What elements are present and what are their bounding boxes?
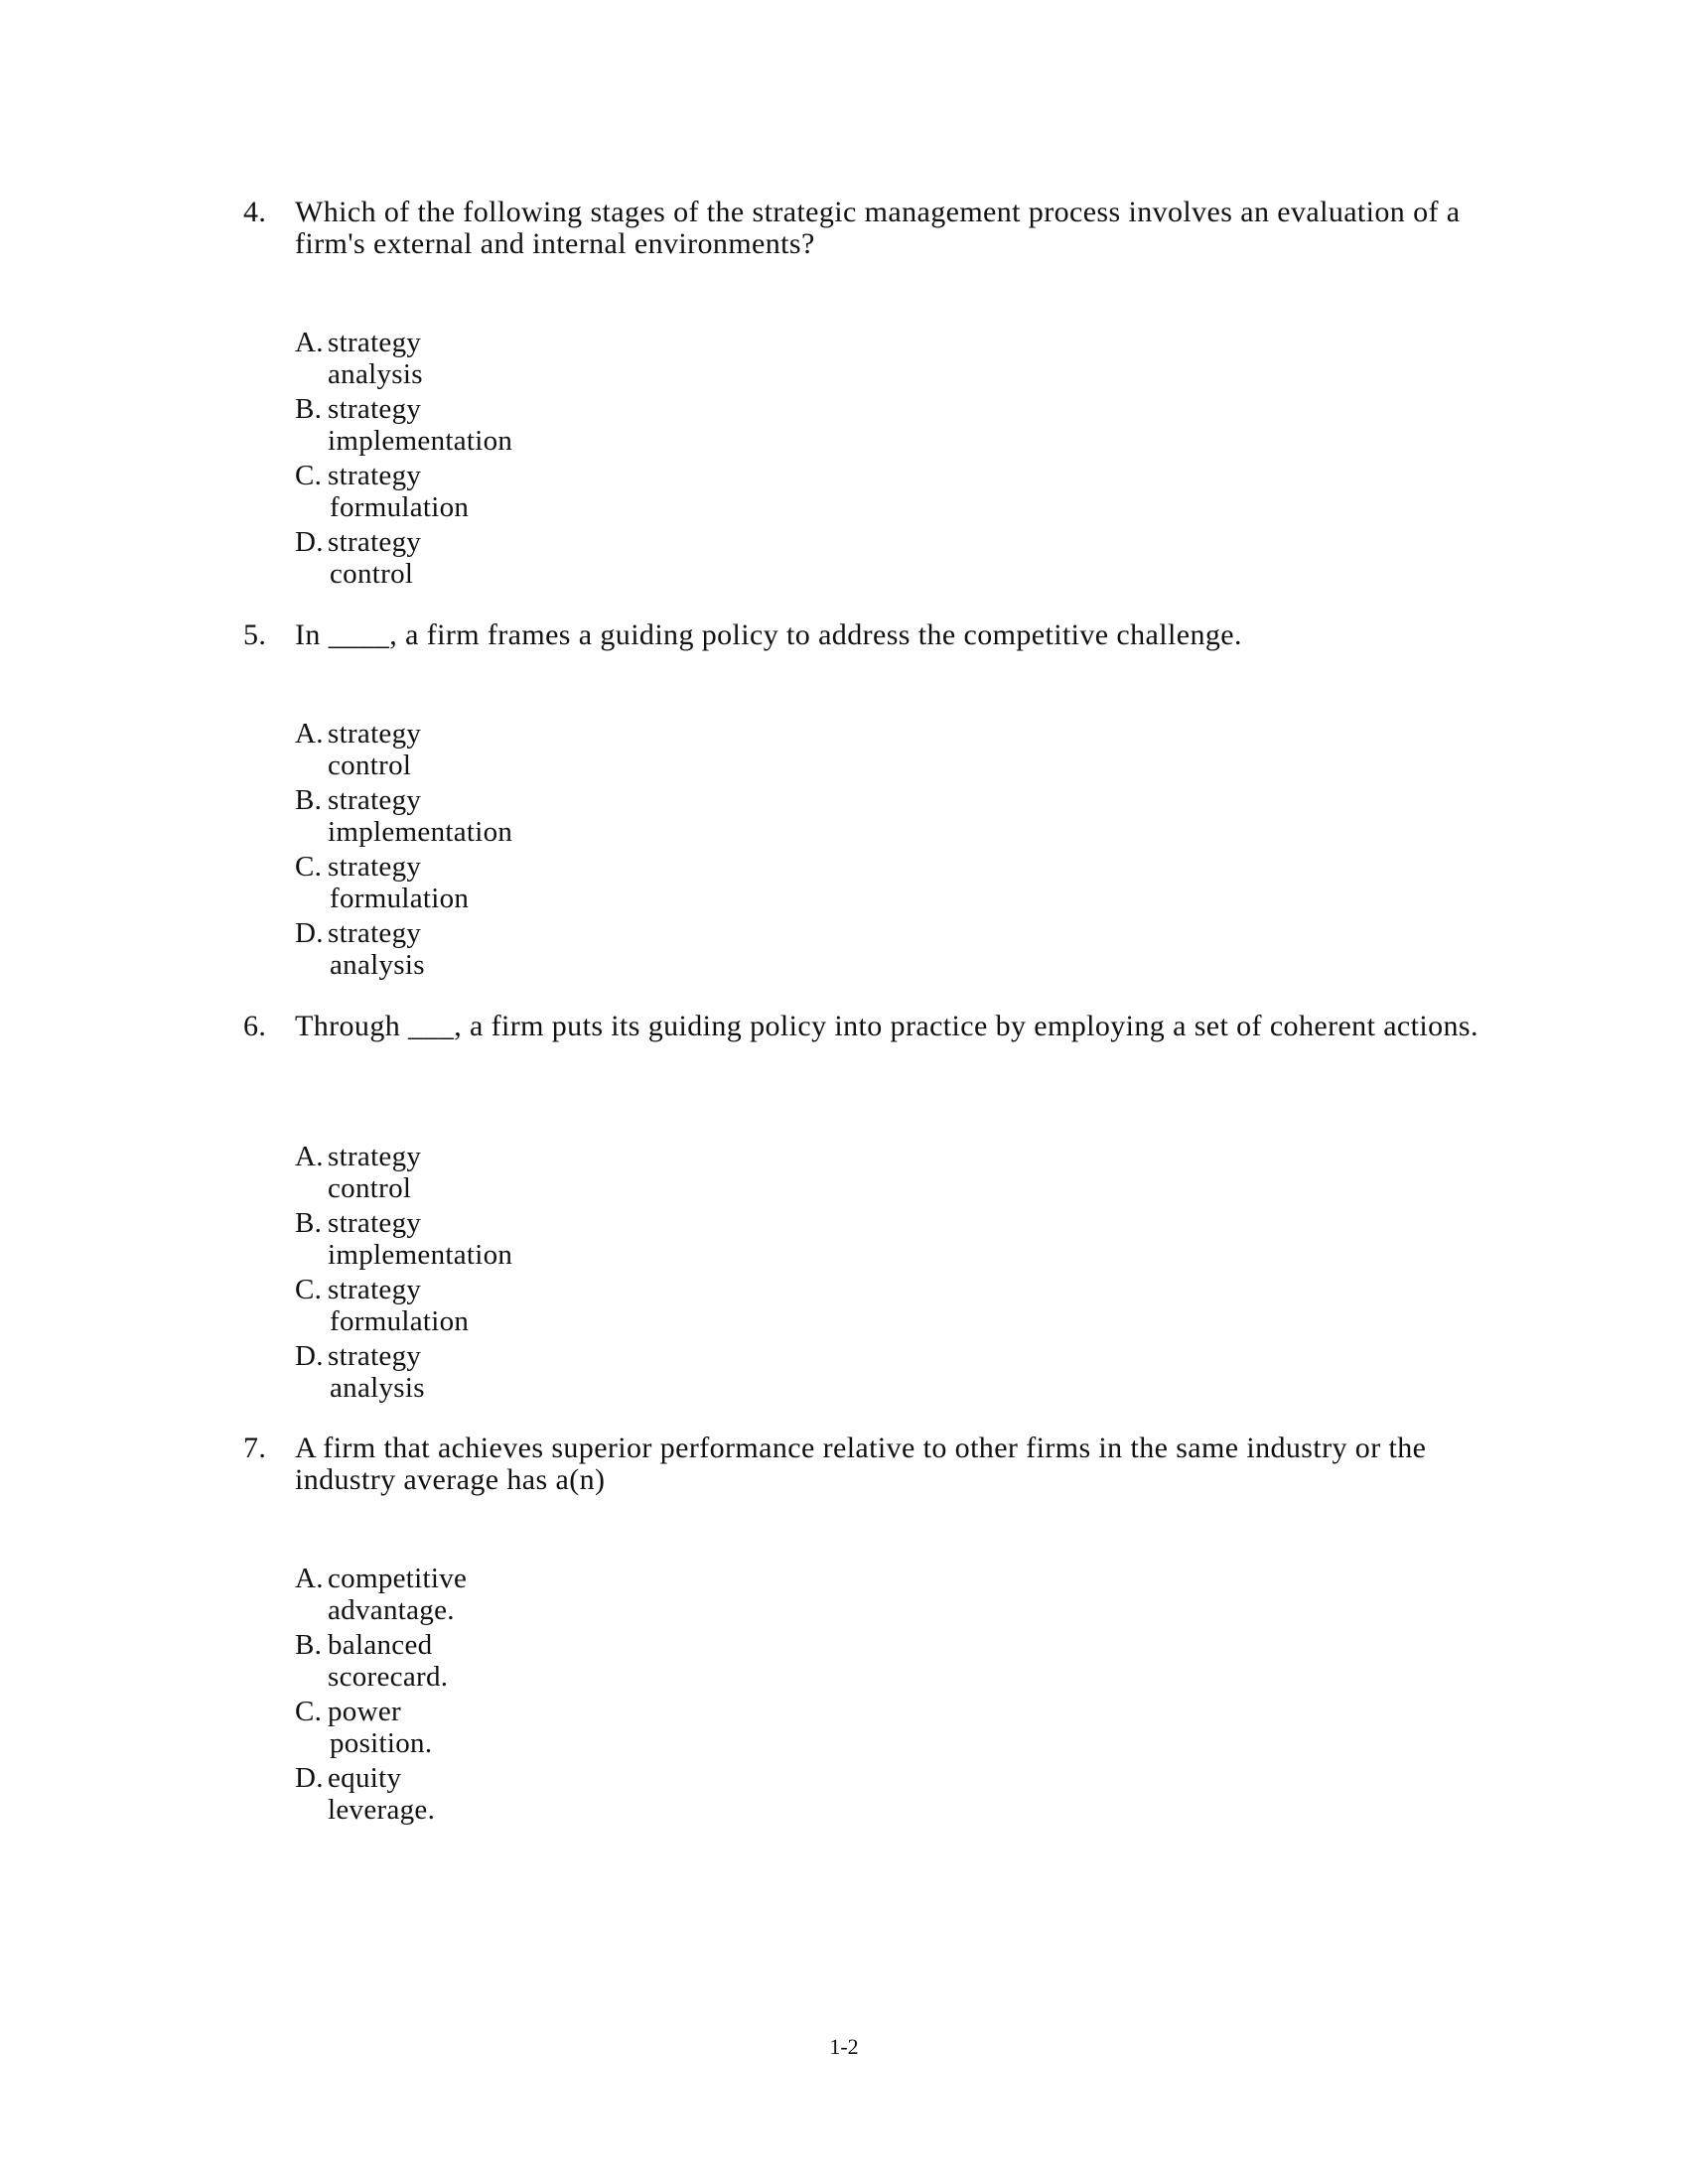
question-text: In ____, a firm frames a guiding policy to address the competitive challenge. — [295, 618, 1242, 651]
option-d[interactable] — [295, 1340, 891, 1407]
option-letter: D. — [295, 1340, 324, 1372]
option-a[interactable] — [295, 718, 891, 784]
option-text-continued: implementation — [328, 1239, 513, 1271]
answer-options — [295, 718, 891, 984]
option-c[interactable] — [295, 1274, 891, 1340]
option-text-continued: implementation — [328, 425, 513, 457]
option-d[interactable] — [295, 917, 891, 984]
option-b[interactable] — [295, 784, 891, 851]
option-text-continued: leverage. — [328, 1794, 436, 1826]
option-text-continued: control — [328, 750, 412, 781]
option-letter: D. — [295, 526, 324, 558]
option-b[interactable] — [295, 393, 891, 460]
option-c[interactable] — [295, 1696, 891, 1762]
option-text: strategy — [328, 784, 422, 816]
option-text: strategy — [328, 393, 422, 425]
option-text: competitive — [328, 1563, 468, 1594]
option-text: strategy — [328, 1274, 422, 1305]
answer-options — [295, 327, 891, 593]
option-letter: B. — [295, 1629, 323, 1661]
option-letter: B. — [295, 1207, 323, 1239]
option-text-continued: analysis — [330, 1372, 425, 1404]
question-number: 4. — [243, 196, 267, 228]
option-c[interactable] — [295, 851, 891, 917]
answer-options — [295, 1141, 891, 1407]
option-text: equity — [328, 1762, 402, 1794]
option-text: strategy — [328, 851, 422, 883]
option-text: strategy — [328, 1340, 422, 1372]
question-text: Which of the following stages of the strategic management process involves an evaluation of a firm's external and internal environments? — [295, 196, 1461, 260]
option-text-continued: formulation — [330, 1305, 470, 1337]
option-d[interactable] — [295, 526, 891, 593]
option-text-continued: implementation — [328, 816, 513, 848]
option-letter: C. — [295, 1274, 323, 1305]
page-number: 1-2 — [829, 2034, 859, 2059]
option-text: power — [328, 1696, 401, 1727]
option-text-continued: scorecard. — [328, 1661, 449, 1693]
option-text-continued: analysis — [328, 358, 423, 390]
option-text-continued: analysis — [330, 949, 425, 981]
option-a[interactable] — [295, 327, 891, 393]
option-text-continued: formulation — [330, 491, 470, 523]
option-text-continued: formulation — [330, 883, 470, 914]
option-text: strategy — [328, 1207, 422, 1239]
option-text-continued: advantage. — [328, 1594, 455, 1626]
option-text-continued: position. — [330, 1727, 433, 1759]
option-letter: A. — [295, 1141, 324, 1172]
question-number: 5. — [243, 618, 267, 651]
option-a[interactable] — [295, 1563, 891, 1629]
option-c[interactable] — [295, 460, 891, 526]
option-letter: D. — [295, 1762, 324, 1794]
question-text: Through ___, a firm puts its guiding policy into practice by employing a set of coherent actions. — [295, 1010, 1478, 1042]
option-letter: C. — [295, 460, 323, 491]
option-text: strategy — [328, 526, 422, 558]
option-b[interactable] — [295, 1207, 891, 1274]
option-letter: A. — [295, 327, 324, 358]
option-letter: A. — [295, 1563, 324, 1594]
option-text-continued: control — [328, 1172, 412, 1204]
option-letter: B. — [295, 784, 323, 816]
option-letter: C. — [295, 851, 323, 883]
option-text: balanced — [328, 1629, 433, 1661]
question-text: A firm that achieves superior performance relative to other firms in the same industry or the industry average has a(n) — [295, 1432, 1427, 1496]
option-text: strategy — [328, 718, 422, 750]
answer-options — [295, 1563, 891, 1829]
option-text: strategy — [328, 327, 422, 358]
question-number: 7. — [243, 1432, 267, 1464]
option-letter: A. — [295, 718, 324, 750]
option-text: strategy — [328, 1141, 422, 1172]
option-letter: B. — [295, 393, 323, 425]
option-letter: C. — [295, 1696, 323, 1727]
option-letter: D. — [295, 917, 324, 949]
option-b[interactable] — [295, 1629, 891, 1696]
option-text-continued: control — [330, 558, 414, 590]
option-d[interactable] — [295, 1762, 891, 1829]
option-text: strategy — [328, 917, 422, 949]
option-text: strategy — [328, 460, 422, 491]
question-number: 6. — [243, 1010, 267, 1042]
option-a[interactable] — [295, 1141, 891, 1207]
